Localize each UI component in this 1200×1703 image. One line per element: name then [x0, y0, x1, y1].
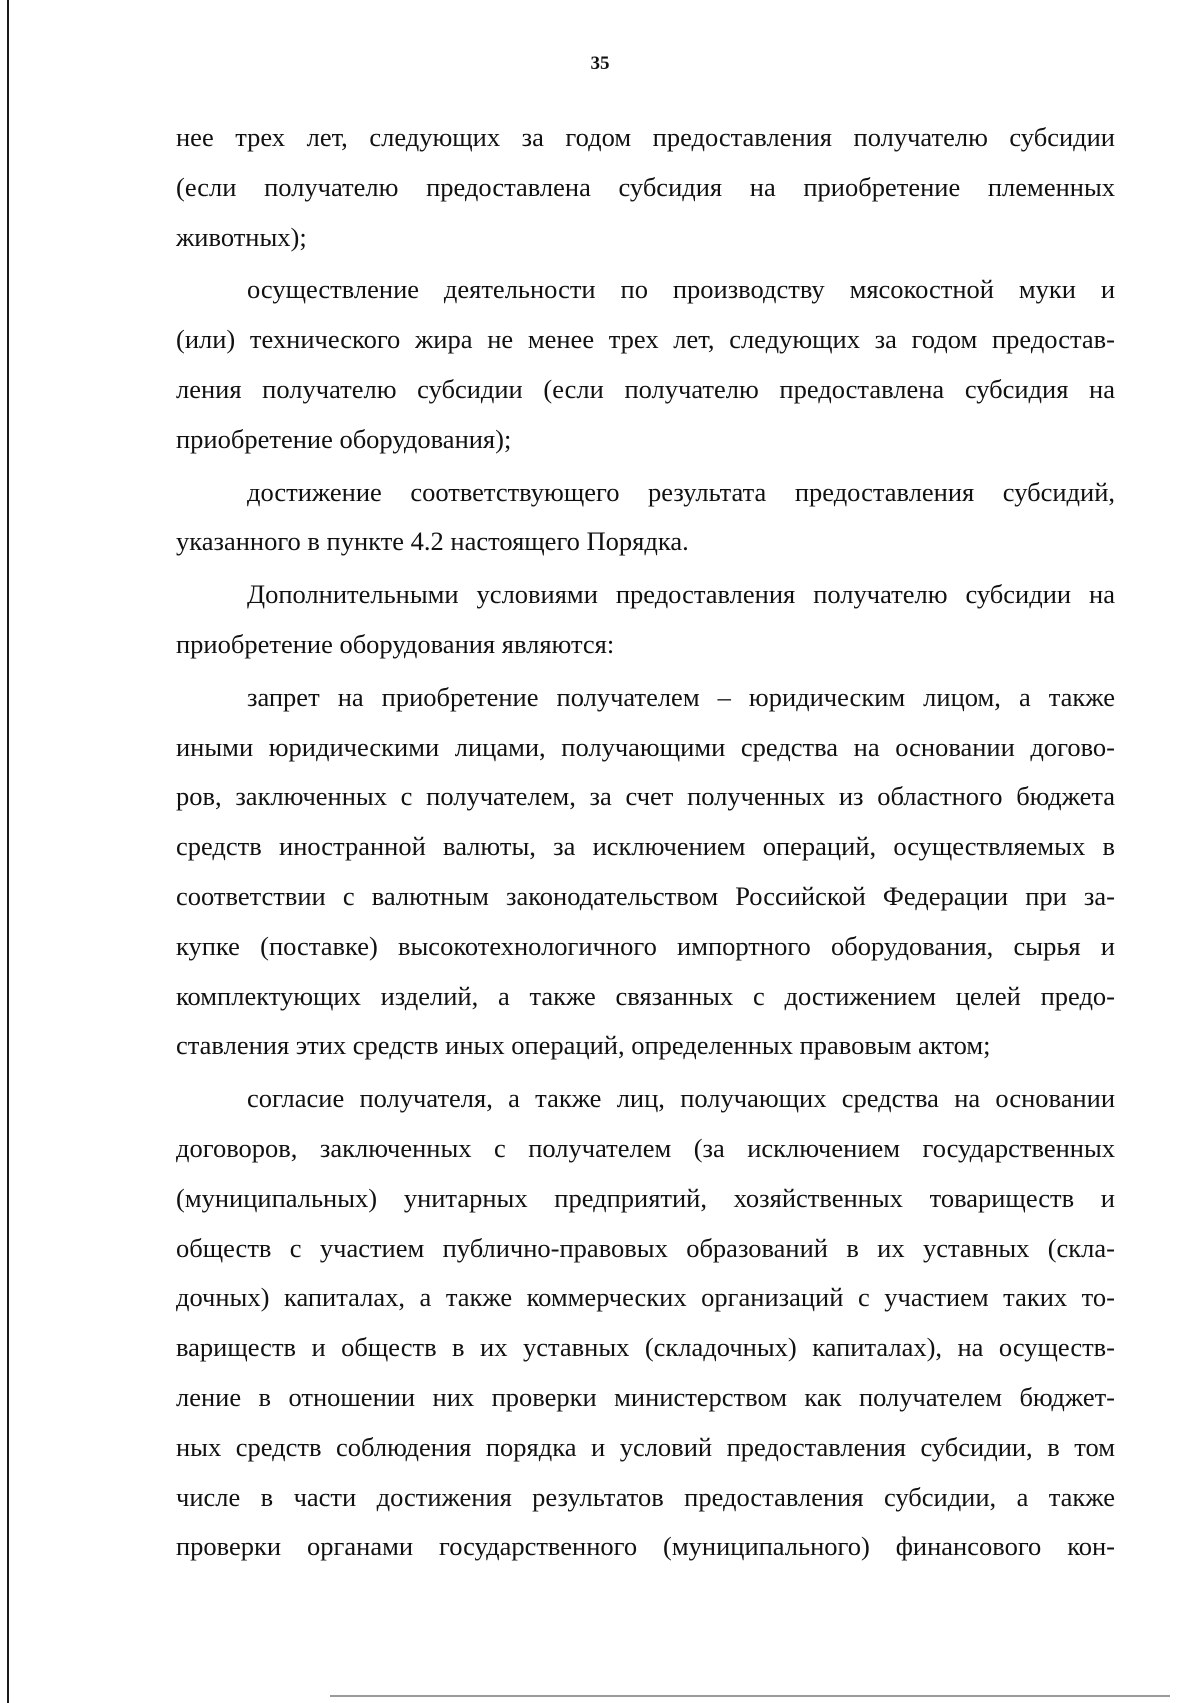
text-line: дочных) капиталах, а также коммерческих организаций с участием таких то- — [176, 1282, 1115, 1313]
text-line: (муниципальных) унитарных предприятий, хозяйственных товариществ и — [176, 1182, 1115, 1213]
text-line: ных средств соблюдения порядка и условий предоставления субсидии, в том — [176, 1431, 1115, 1462]
text-line: нее трех лет, следующих за годом предоставления получателю субсидии — [176, 122, 1115, 152]
paragraph-6 — [176, 1074, 1115, 1572]
text-line: вариществ и обществ в их уставных (складочных) капиталах), на осуществ- — [176, 1332, 1115, 1363]
paragraph-2 — [176, 265, 1115, 464]
text-line: достижение соответствующего результата предоставления субсидий, — [247, 476, 1115, 507]
scan-left-border — [7, 0, 9, 1703]
text-line: комплектующих изделий, а также связанных с достижением целей предо- — [176, 980, 1115, 1011]
text-line: соответствии с валютным законодательством Российской Федерации при за- — [176, 880, 1115, 911]
paragraph-1 — [176, 113, 1115, 262]
paragraph-3 — [176, 468, 1115, 568]
text-line: купке (поставке) высокотехнологичного импортного оборудования, сырья и — [176, 930, 1115, 961]
text-line: договоров, заключенных с получателем (за исключением государственных — [176, 1132, 1115, 1163]
text-line: животных); — [176, 221, 307, 252]
text-line: указанного в пункте 4.2 настоящего Порядка. — [176, 526, 689, 557]
page-number: 35 — [590, 53, 610, 74]
text-line: ставления этих средств иных операций, определенных правовым актом; — [176, 1030, 991, 1061]
paragraph-5 — [176, 673, 1115, 1071]
text-line: приобретение оборудования); — [176, 423, 512, 454]
paragraph-4 — [176, 570, 1115, 670]
text-line: (или) технического жира не менее трех лет, следующих за годом предостав- — [176, 324, 1115, 355]
text-line: ров, заключенных с получателем, за счет полученных из областного бюджета — [176, 781, 1115, 812]
scan-bottom-edge — [330, 1695, 1170, 1697]
text-line: приобретение оборудования являются: — [176, 628, 615, 659]
text-line: ления получателю субсидии (если получателю предоставлена субсидия на — [176, 373, 1115, 404]
text-line: согласие получателя, а также лиц, получающих средства на основании — [247, 1083, 1115, 1114]
text-line: Дополнительными условиями предоставления получателю субсидии на — [247, 579, 1115, 610]
text-line: проверки органами государственного (муниципального) финансового кон- — [176, 1531, 1115, 1562]
text-line: ление в отношении них проверки министерством как получателем бюджет- — [176, 1381, 1115, 1412]
text-line: числе в части достижения результатов предоставления субсидии, а также — [176, 1481, 1115, 1512]
text-line: обществ с участием публично-правовых образований в их уставных (скла- — [176, 1232, 1115, 1263]
text-line: иными юридическими лицами, получающими средства на основании догово- — [176, 731, 1115, 762]
text-line: (если получателю предоставлена субсидия на приобретение племенных — [176, 171, 1115, 202]
document-body — [176, 113, 1115, 1572]
text-line: осуществление деятельности по производству мясокостной муки и — [247, 274, 1115, 305]
text-line: запрет на приобретение получателем – юридическим лицом, а также — [247, 681, 1115, 712]
text-line: средств иностранной валюты, за исключением операций, осуществляемых в — [176, 831, 1115, 862]
